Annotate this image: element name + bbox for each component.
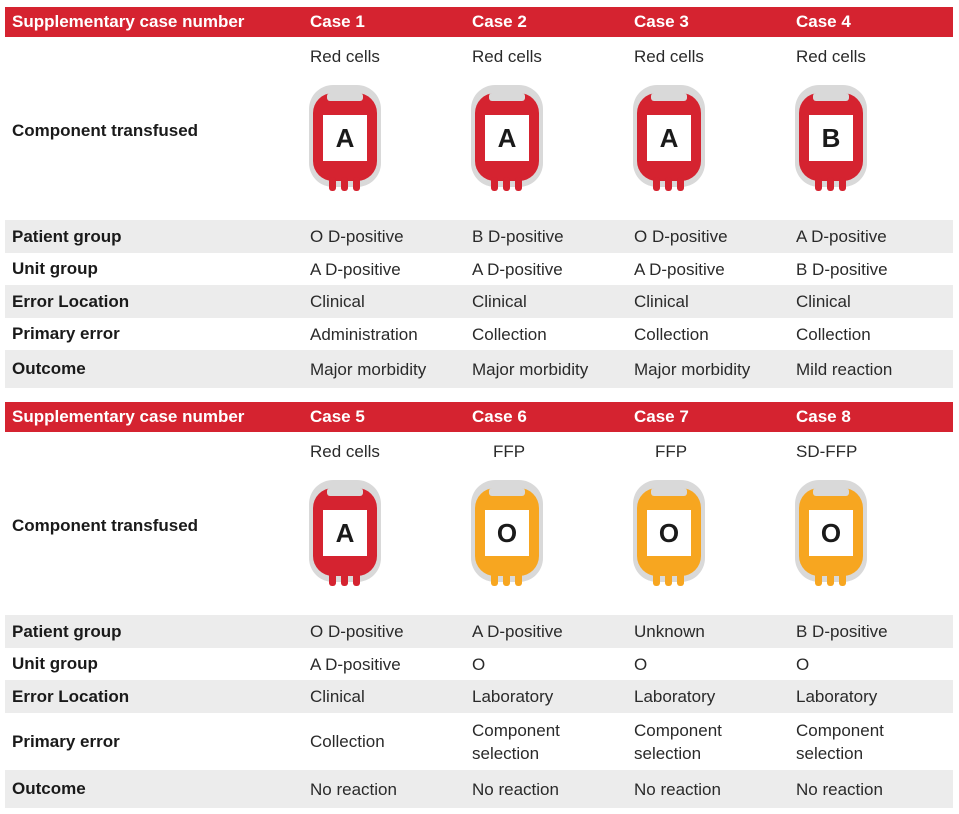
bag-tube [653,572,660,586]
header-label: Supplementary case number [12,407,245,426]
cell-value: No reaction [310,779,397,799]
bag-port [327,93,363,101]
blood-bag-icon [305,476,385,596]
component-name: Red cells [634,47,704,66]
cell-value: Clinical [634,292,689,311]
bag-tube [491,572,498,586]
header-label: Supplementary case number [12,12,245,31]
blood-group-letter: O [820,518,842,548]
cell-value: O [634,654,648,674]
cell-value: Unknown [634,622,705,641]
component-name: FFP [655,442,688,461]
row-label: Unit group [12,654,98,673]
cell-value: Collection [310,732,385,751]
cell-value: O D-positive [310,622,404,641]
component-row [5,432,953,615]
header-case-2: Case 2 [472,12,527,31]
component-name: Red cells [472,47,542,66]
cell-value: B D-positive [796,622,888,641]
header-case-1: Case 1 [310,12,365,31]
header-case-8: Case 8 [796,407,851,426]
cell-value: B D-positive [796,259,888,279]
cell-value: A D-positive [310,259,401,279]
bag-tube [329,177,336,191]
bag-port [489,488,525,496]
table-row [5,350,953,388]
blood-bag-icon [791,81,871,201]
header-case-6: Case 6 [472,407,527,426]
cell-value: Clinical [796,292,851,311]
component-name: Red cells [310,47,380,66]
cell-value: Component selection [472,720,560,763]
blood-group-letter: B [821,123,841,153]
blood-group-letter: A [659,123,679,153]
plasma-bag-icon [629,476,709,596]
bag-tube [677,572,684,586]
bag-port [651,488,687,496]
cell-value: Major morbidity [634,359,751,379]
blood-group-letter: O [658,518,680,548]
row-label: Primary error [12,731,120,751]
bag-tube [503,572,510,586]
cell-value: O [472,654,486,674]
bag-tube [827,572,834,586]
cell-value: Component selection [796,720,884,763]
blood-bag-icon [467,81,547,201]
cell-value: B D-positive [472,227,564,246]
row-label: Patient group [12,226,122,246]
cell-value: A D-positive [472,622,563,641]
component-label: Component transfused [12,516,199,535]
row-label: Error Location [12,291,130,311]
bag-tube [665,572,672,586]
row-label: Patient group [12,621,122,641]
bag-tube [839,177,846,191]
bag-tube [515,572,522,586]
bag-tube [341,177,348,191]
bag-tube [491,177,498,191]
header-case-7: Case 7 [634,407,689,426]
table-header [5,7,953,37]
blood-group-letter: A [497,123,517,153]
row-label: Outcome [12,359,86,378]
table-row [5,713,953,770]
bag-port [651,93,687,101]
bag-tube [665,177,672,191]
bag-port [489,93,525,101]
table-row [5,220,953,253]
cell-value: Laboratory [796,687,878,706]
cell-value: Component selection [634,720,722,763]
cell-value: Laboratory [634,687,716,706]
component-label: Component transfused [12,121,199,140]
bag-tube [341,572,348,586]
cell-value: Major morbidity [472,359,589,379]
cell-value: Clinical [472,292,527,311]
table-row [5,770,953,808]
cell-value: Major morbidity [310,359,427,379]
row-label: Unit group [12,259,98,278]
bag-tube [503,177,510,191]
cell-value: Clinical [310,687,365,706]
cell-value: Collection [796,324,871,344]
cell-value: O D-positive [310,227,404,246]
cell-value: Administration [310,324,418,344]
cell-value: A D-positive [634,259,725,279]
plasma-bag-icon [791,476,871,596]
bag-tube [815,572,822,586]
bag-tube [815,177,822,191]
bag-tube [653,177,660,191]
cell-value: Mild reaction [796,359,893,379]
bag-tube [677,177,684,191]
bag-port [813,93,849,101]
cell-value: No reaction [634,779,721,799]
component-name: FFP [493,442,526,461]
row-label: Primary error [12,324,120,343]
blood-group-letter: A [335,123,355,153]
table-row [5,318,953,350]
bag-tube [353,572,360,586]
header-case-4: Case 4 [796,12,851,31]
cell-value: Collection [634,324,709,344]
row-label: Outcome [12,779,86,798]
bag-tube [515,177,522,191]
header-case-3: Case 3 [634,12,689,31]
cell-value: A D-positive [310,654,401,674]
component-name: SD-FFP [796,442,858,461]
row-label: Error Location [12,686,130,706]
table-header [5,402,953,432]
blood-bag-icon [305,81,385,201]
cell-value: A D-positive [472,259,563,279]
bag-port [813,488,849,496]
cell-value: O D-positive [634,227,728,246]
component-row [5,37,953,220]
table-row [5,648,953,680]
blood-group-letter: O [496,518,518,548]
table-row [5,285,953,318]
component-name: Red cells [310,442,380,461]
bag-port [327,488,363,496]
component-name: Red cells [796,47,866,66]
cell-value: Laboratory [472,687,554,706]
bag-tube [353,177,360,191]
cell-value: Collection [472,324,547,344]
header-case-5: Case 5 [310,407,365,426]
bag-tube [839,572,846,586]
bag-tube [827,177,834,191]
cell-value: A D-positive [796,227,887,246]
plasma-bag-icon [467,476,547,596]
cell-value: No reaction [796,779,883,799]
table-row [5,253,953,285]
cell-value: Clinical [310,292,365,311]
bag-tube [329,572,336,586]
cell-value: No reaction [472,779,559,799]
table-row [5,680,953,713]
blood-bag-icon [629,81,709,201]
table-row [5,615,953,648]
blood-group-letter: A [335,518,355,548]
cell-value: O [796,654,810,674]
